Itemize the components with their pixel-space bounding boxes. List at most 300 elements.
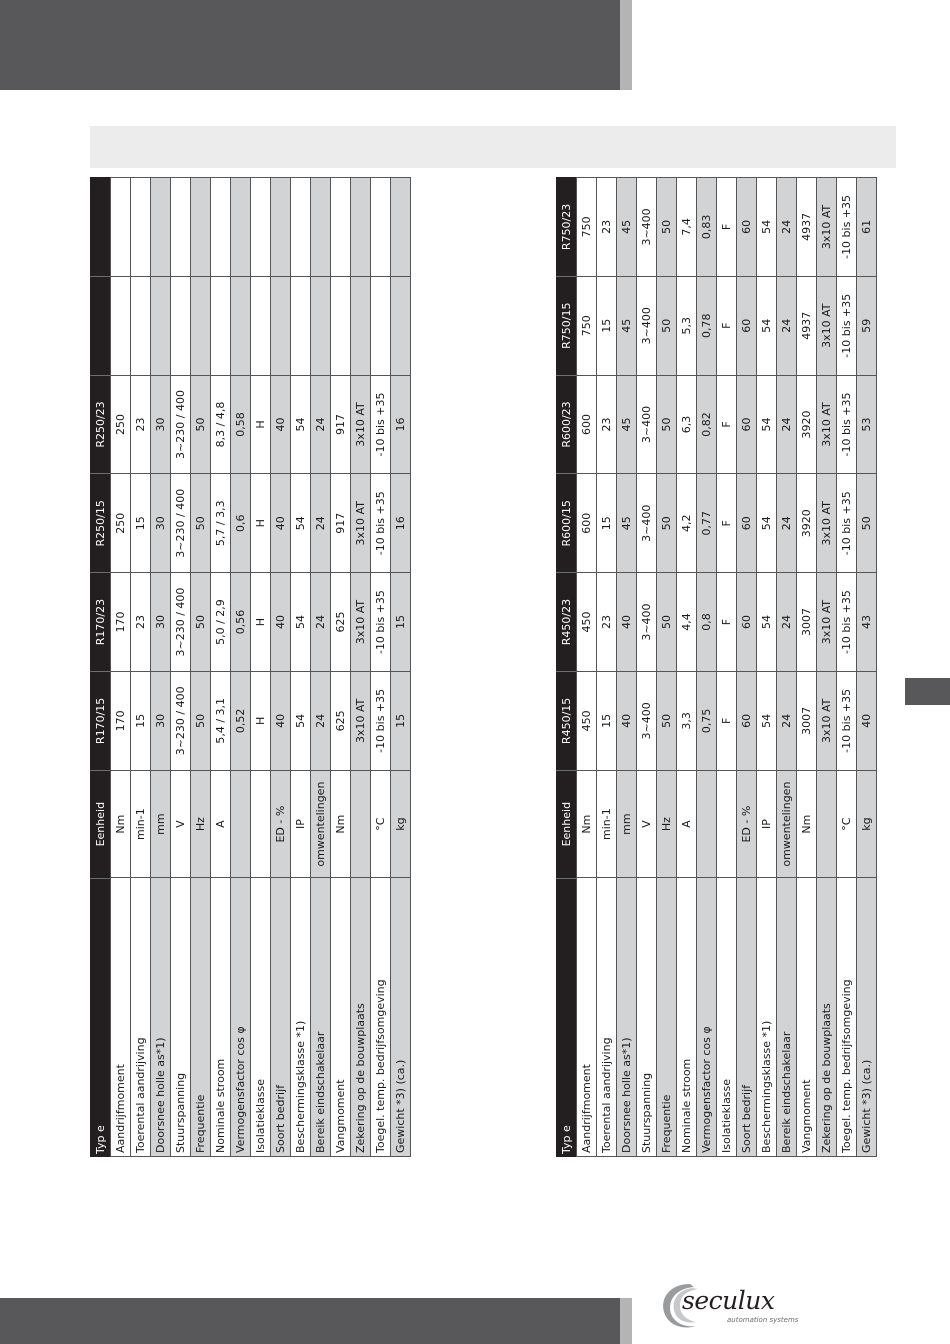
row-value: 3920 <box>797 474 816 573</box>
row-value: 3x10 AT <box>351 672 370 771</box>
spec-table-r450-r750 <box>556 177 876 1157</box>
table-row <box>656 177 676 1157</box>
brand-name: seculux <box>682 1286 775 1315</box>
row-value: 917 <box>331 474 350 573</box>
row-unit: kg <box>857 771 876 879</box>
table-row <box>676 177 696 1157</box>
row-label: Toegel. temp. bedrijfsomgeving <box>837 878 856 1157</box>
row-value: 50 <box>657 178 676 277</box>
row-value <box>371 277 390 376</box>
row-value: 30 <box>151 376 170 475</box>
row-label: Soort bedrijf <box>737 878 756 1157</box>
row-label: Frequentie <box>191 878 210 1157</box>
row-value <box>231 277 250 376</box>
row-unit: ED - % <box>737 771 756 879</box>
row-value: -10 bis +35 <box>371 672 390 771</box>
row-label: Toerental aandrijving <box>597 878 616 1157</box>
row-value <box>111 277 130 376</box>
row-value: 625 <box>331 672 350 771</box>
header-unit: Eenheid <box>90 771 110 879</box>
row-value: -10 bis +35 <box>837 376 856 475</box>
table-row <box>856 177 876 1157</box>
row-unit: °C <box>837 771 856 879</box>
row-value: 54 <box>291 672 310 771</box>
row-value: 45 <box>617 277 636 376</box>
row-value <box>351 277 370 376</box>
row-value: 54 <box>291 474 310 573</box>
row-value: 600 <box>577 376 596 475</box>
header-unit: Eenheid <box>556 771 576 879</box>
row-value: 43 <box>857 573 876 672</box>
row-value: 3920 <box>797 376 816 475</box>
row-value: F <box>717 672 736 771</box>
row-unit: IP <box>757 771 776 879</box>
row-unit: ED - % <box>271 771 290 879</box>
row-value: 54 <box>291 573 310 672</box>
row-label: Zekering op de bouwplaats <box>351 878 370 1157</box>
row-unit <box>817 771 836 879</box>
row-value: 23 <box>597 376 616 475</box>
row-value: 3x10 AT <box>817 573 836 672</box>
row-value: 45 <box>617 474 636 573</box>
header-model: R600/15 <box>556 474 576 573</box>
row-unit: min-1 <box>131 771 150 879</box>
row-value: 0,56 <box>231 573 250 672</box>
row-value: 3007 <box>797 573 816 672</box>
row-value: 3x10 AT <box>817 277 836 376</box>
row-value <box>191 277 210 376</box>
row-value: 0,52 <box>231 672 250 771</box>
row-value <box>131 178 150 277</box>
table-row <box>736 177 756 1157</box>
row-value: 3x10 AT <box>351 474 370 573</box>
row-value <box>171 277 190 376</box>
row-value: 30 <box>151 573 170 672</box>
row-label: Toegel. temp. bedrijfsomgeving <box>371 878 390 1157</box>
row-value: H <box>251 376 270 475</box>
table-row <box>150 177 170 1157</box>
row-value: 24 <box>311 672 330 771</box>
table-row <box>796 177 816 1157</box>
header-model: R250/23 <box>90 376 110 475</box>
row-value: 3~400 <box>637 573 656 672</box>
row-value <box>351 178 370 277</box>
row-value: 45 <box>617 376 636 475</box>
footer-band <box>0 1298 620 1344</box>
row-value: 4937 <box>797 277 816 376</box>
row-value: H <box>251 474 270 573</box>
row-value <box>291 277 310 376</box>
row-label: Doorsnee holle as*1) <box>617 878 636 1157</box>
table-row <box>270 177 290 1157</box>
table-row <box>636 177 656 1157</box>
row-value: F <box>717 573 736 672</box>
row-value: 3x10 AT <box>351 376 370 475</box>
row-label: Nominale stroom <box>211 878 230 1157</box>
spec-table <box>90 177 411 1157</box>
row-label: Beschermingsklasse *1) <box>291 878 310 1157</box>
row-value: 60 <box>737 277 756 376</box>
row-value: 54 <box>757 474 776 573</box>
row-value: 3~400 <box>637 178 656 277</box>
table-row <box>816 177 836 1157</box>
row-value: 54 <box>757 573 776 672</box>
row-value: 3,3 <box>677 672 696 771</box>
row-label: Isolatieklasse <box>717 878 736 1157</box>
row-value: 5,0 / 2,9 <box>211 573 230 672</box>
row-unit <box>231 771 250 879</box>
table-row <box>350 177 370 1157</box>
row-value: 61 <box>857 178 876 277</box>
row-value: 625 <box>331 573 350 672</box>
row-value: F <box>717 277 736 376</box>
row-value: F <box>717 178 736 277</box>
row-value: 24 <box>777 573 796 672</box>
spec-table <box>556 177 877 1157</box>
row-value <box>291 178 310 277</box>
table-row <box>390 177 410 1157</box>
row-value: 4,4 <box>677 573 696 672</box>
row-value <box>171 178 190 277</box>
row-value <box>311 277 330 376</box>
row-value <box>311 178 330 277</box>
row-unit <box>717 771 736 879</box>
row-unit: mm <box>617 771 636 879</box>
row-unit: A <box>677 771 696 879</box>
row-value: 45 <box>617 178 636 277</box>
row-value <box>151 277 170 376</box>
table-row <box>616 177 636 1157</box>
row-unit: IP <box>291 771 310 879</box>
row-value: 0,82 <box>697 376 716 475</box>
row-value: 16 <box>391 474 410 573</box>
row-label: Toerental aandrijving <box>131 878 150 1157</box>
header-model: R450/23 <box>556 573 576 672</box>
row-value: 3x10 AT <box>817 376 836 475</box>
row-value: 3~400 <box>637 474 656 573</box>
row-value: 54 <box>757 376 776 475</box>
row-value: 60 <box>737 376 756 475</box>
row-label: Soort bedrijf <box>271 878 290 1157</box>
table-row <box>330 177 350 1157</box>
row-value: 3~400 <box>637 672 656 771</box>
row-value: 23 <box>131 376 150 475</box>
brand-tagline: automation systems <box>727 1316 799 1324</box>
row-value: H <box>251 672 270 771</box>
table-row <box>250 177 270 1157</box>
row-label: Vangmoment <box>797 878 816 1157</box>
row-value: 3~230 / 400 <box>171 672 190 771</box>
table-row <box>756 177 776 1157</box>
row-value: 0,8 <box>697 573 716 672</box>
row-value: 170 <box>111 672 130 771</box>
row-value: 4937 <box>797 178 816 277</box>
row-unit: Nm <box>331 771 350 879</box>
table-row <box>310 177 330 1157</box>
table-row <box>290 177 310 1157</box>
row-value <box>271 277 290 376</box>
row-value <box>391 277 410 376</box>
row-value <box>151 178 170 277</box>
row-value: 60 <box>737 178 756 277</box>
row-value: 450 <box>577 573 596 672</box>
row-value <box>371 178 390 277</box>
row-value: 50 <box>191 474 210 573</box>
row-label: Beschermingsklasse *1) <box>757 878 776 1157</box>
header-model: R450/15 <box>556 672 576 771</box>
row-value: 59 <box>857 277 876 376</box>
row-unit: A <box>211 771 230 879</box>
chapter-tab <box>905 678 950 705</box>
table-row <box>110 177 130 1157</box>
row-label: Aandrijfmoment <box>577 878 596 1157</box>
row-value: 750 <box>577 277 596 376</box>
row-unit: Hz <box>191 771 210 879</box>
table-row <box>190 177 210 1157</box>
row-value: H <box>251 573 270 672</box>
row-value: 60 <box>737 672 756 771</box>
row-value: 5,4 / 3,1 <box>211 672 230 771</box>
header-model: R250/15 <box>90 474 110 573</box>
row-unit: mm <box>151 771 170 879</box>
header-model: R170/23 <box>90 573 110 672</box>
row-value <box>111 178 130 277</box>
row-label: Gewicht *3) (ca.) <box>391 878 410 1157</box>
row-value: F <box>717 376 736 475</box>
row-unit: min-1 <box>597 771 616 879</box>
row-value: 50 <box>857 474 876 573</box>
table-row <box>130 177 150 1157</box>
row-label: Zekering op de bouwplaats <box>817 878 836 1157</box>
row-value: 3007 <box>797 672 816 771</box>
table-header-row <box>556 177 576 1157</box>
row-value: 24 <box>311 474 330 573</box>
row-unit: Nm <box>577 771 596 879</box>
row-value: 24 <box>777 376 796 475</box>
row-value: 54 <box>757 277 776 376</box>
row-value: 15 <box>391 672 410 771</box>
row-value: 15 <box>131 672 150 771</box>
table-row <box>210 177 230 1157</box>
row-value: 50 <box>191 672 210 771</box>
row-value: 24 <box>777 474 796 573</box>
row-unit: kg <box>391 771 410 879</box>
row-value: 6,3 <box>677 376 696 475</box>
header-model: R600/23 <box>556 376 576 475</box>
row-value: 30 <box>151 474 170 573</box>
row-unit: Hz <box>657 771 676 879</box>
row-value: 24 <box>777 672 796 771</box>
row-value <box>231 178 250 277</box>
row-value: -10 bis +35 <box>837 672 856 771</box>
row-value: 3x10 AT <box>351 573 370 672</box>
row-unit: omwentelingen <box>311 771 330 879</box>
row-value: 50 <box>657 573 676 672</box>
row-label: Bereik eindschakelaar <box>311 878 330 1157</box>
row-value: 54 <box>291 376 310 475</box>
row-value: F <box>717 474 736 573</box>
row-value <box>191 178 210 277</box>
row-value: 50 <box>657 277 676 376</box>
row-value: 50 <box>191 573 210 672</box>
row-value: 0,78 <box>697 277 716 376</box>
row-value: 0,77 <box>697 474 716 573</box>
row-value: -10 bis +35 <box>837 573 856 672</box>
row-value: 50 <box>657 376 676 475</box>
row-value: 40 <box>271 672 290 771</box>
row-value: 0,75 <box>697 672 716 771</box>
row-label: Frequentie <box>657 878 676 1157</box>
table-row <box>370 177 390 1157</box>
row-value: 3x10 AT <box>817 474 836 573</box>
row-unit <box>697 771 716 879</box>
row-value: 600 <box>577 474 596 573</box>
table-row <box>576 177 596 1157</box>
row-value: 7,4 <box>677 178 696 277</box>
row-value: 15 <box>131 474 150 573</box>
row-label: Stuurspanning <box>637 878 656 1157</box>
row-unit: omwentelingen <box>777 771 796 879</box>
row-value: 40 <box>271 573 290 672</box>
row-value: 23 <box>597 178 616 277</box>
row-label: Vermogensfactor cos φ <box>231 878 250 1157</box>
row-value: 15 <box>597 474 616 573</box>
header-model: R170/15 <box>90 672 110 771</box>
row-value: 3~230 / 400 <box>171 474 190 573</box>
row-value: 450 <box>577 672 596 771</box>
row-value: 170 <box>111 573 130 672</box>
row-value: 3~230 / 400 <box>171 376 190 475</box>
row-value: 15 <box>391 573 410 672</box>
row-value <box>391 178 410 277</box>
row-value: 40 <box>617 672 636 771</box>
row-value: 50 <box>657 474 676 573</box>
header-model <box>90 277 110 376</box>
row-label: Doorsnee holle as*1) <box>151 878 170 1157</box>
row-value: -10 bis +35 <box>837 474 856 573</box>
row-value: 250 <box>111 376 130 475</box>
row-label: Nominale stroom <box>677 878 696 1157</box>
header-model: R750/23 <box>556 178 576 277</box>
row-unit <box>351 771 370 879</box>
header-model: R750/15 <box>556 277 576 376</box>
row-unit <box>251 771 270 879</box>
row-label: Isolatieklasse <box>251 878 270 1157</box>
row-value <box>271 178 290 277</box>
row-value <box>211 178 230 277</box>
header-type: Typ e <box>559 1125 573 1154</box>
row-value: 917 <box>331 376 350 475</box>
row-unit: V <box>171 771 190 879</box>
row-value: -10 bis +35 <box>371 573 390 672</box>
row-value <box>331 277 350 376</box>
row-value <box>211 277 230 376</box>
row-value: -10 bis +35 <box>371 474 390 573</box>
row-value: 250 <box>111 474 130 573</box>
row-value <box>251 277 270 376</box>
section-heading-strip <box>90 126 896 168</box>
row-value: 53 <box>857 376 876 475</box>
row-value: 3x10 AT <box>817 178 836 277</box>
row-value: 3x10 AT <box>817 672 836 771</box>
row-value: 40 <box>617 573 636 672</box>
row-value <box>251 178 270 277</box>
header-model <box>90 178 110 277</box>
row-label: Vangmoment <box>331 878 350 1157</box>
row-value: 60 <box>737 474 756 573</box>
table-header-row <box>90 177 110 1157</box>
footer-band-accent <box>620 1298 632 1344</box>
row-value: 4,2 <box>677 474 696 573</box>
row-value: 0,58 <box>231 376 250 475</box>
row-unit: Nm <box>111 771 130 879</box>
row-label: Stuurspanning <box>171 878 190 1157</box>
row-value <box>331 178 350 277</box>
row-unit: °C <box>371 771 390 879</box>
header-type: Typ e <box>93 1125 107 1154</box>
row-value: 60 <box>737 573 756 672</box>
row-value <box>131 277 150 376</box>
row-value: 5,7 / 3,3 <box>211 474 230 573</box>
row-label: Aandrijfmoment <box>111 878 130 1157</box>
header-band <box>0 0 620 90</box>
row-value: 50 <box>191 376 210 475</box>
row-value: 40 <box>271 376 290 475</box>
row-value: 40 <box>857 672 876 771</box>
row-value: 5,3 <box>677 277 696 376</box>
row-value: 15 <box>597 672 616 771</box>
row-value: 24 <box>777 178 796 277</box>
row-label: Bereik eindschakelaar <box>777 878 796 1157</box>
table-row <box>230 177 250 1157</box>
row-label: Gewicht *3) (ca.) <box>857 878 876 1157</box>
row-value: -10 bis +35 <box>837 178 856 277</box>
row-value: 15 <box>597 277 616 376</box>
table-row <box>170 177 190 1157</box>
row-value: 3~400 <box>637 376 656 475</box>
row-value: 24 <box>311 376 330 475</box>
row-label: Vermogensfactor cos φ <box>697 878 716 1157</box>
row-value: 50 <box>657 672 676 771</box>
row-value: 23 <box>597 573 616 672</box>
row-value: 24 <box>311 573 330 672</box>
row-value: 3~230 / 400 <box>171 573 190 672</box>
header-band-accent <box>620 0 632 90</box>
row-value: 30 <box>151 672 170 771</box>
row-value: 0,6 <box>231 474 250 573</box>
table-row <box>596 177 616 1157</box>
table-row <box>776 177 796 1157</box>
row-value: 750 <box>577 178 596 277</box>
row-value: 0,83 <box>697 178 716 277</box>
table-row <box>696 177 716 1157</box>
spec-table-r170-r250 <box>90 177 410 1157</box>
row-value: 54 <box>757 672 776 771</box>
row-value: 54 <box>757 178 776 277</box>
row-value: 24 <box>777 277 796 376</box>
row-unit: Nm <box>797 771 816 879</box>
row-value: 16 <box>391 376 410 475</box>
row-unit: V <box>637 771 656 879</box>
row-value: -10 bis +35 <box>371 376 390 475</box>
row-value: 8,3 / 4,8 <box>211 376 230 475</box>
table-row <box>836 177 856 1157</box>
row-value: 23 <box>131 573 150 672</box>
table-row <box>716 177 736 1157</box>
row-value: -10 bis +35 <box>837 277 856 376</box>
row-value: 3~400 <box>637 277 656 376</box>
row-value: 40 <box>271 474 290 573</box>
